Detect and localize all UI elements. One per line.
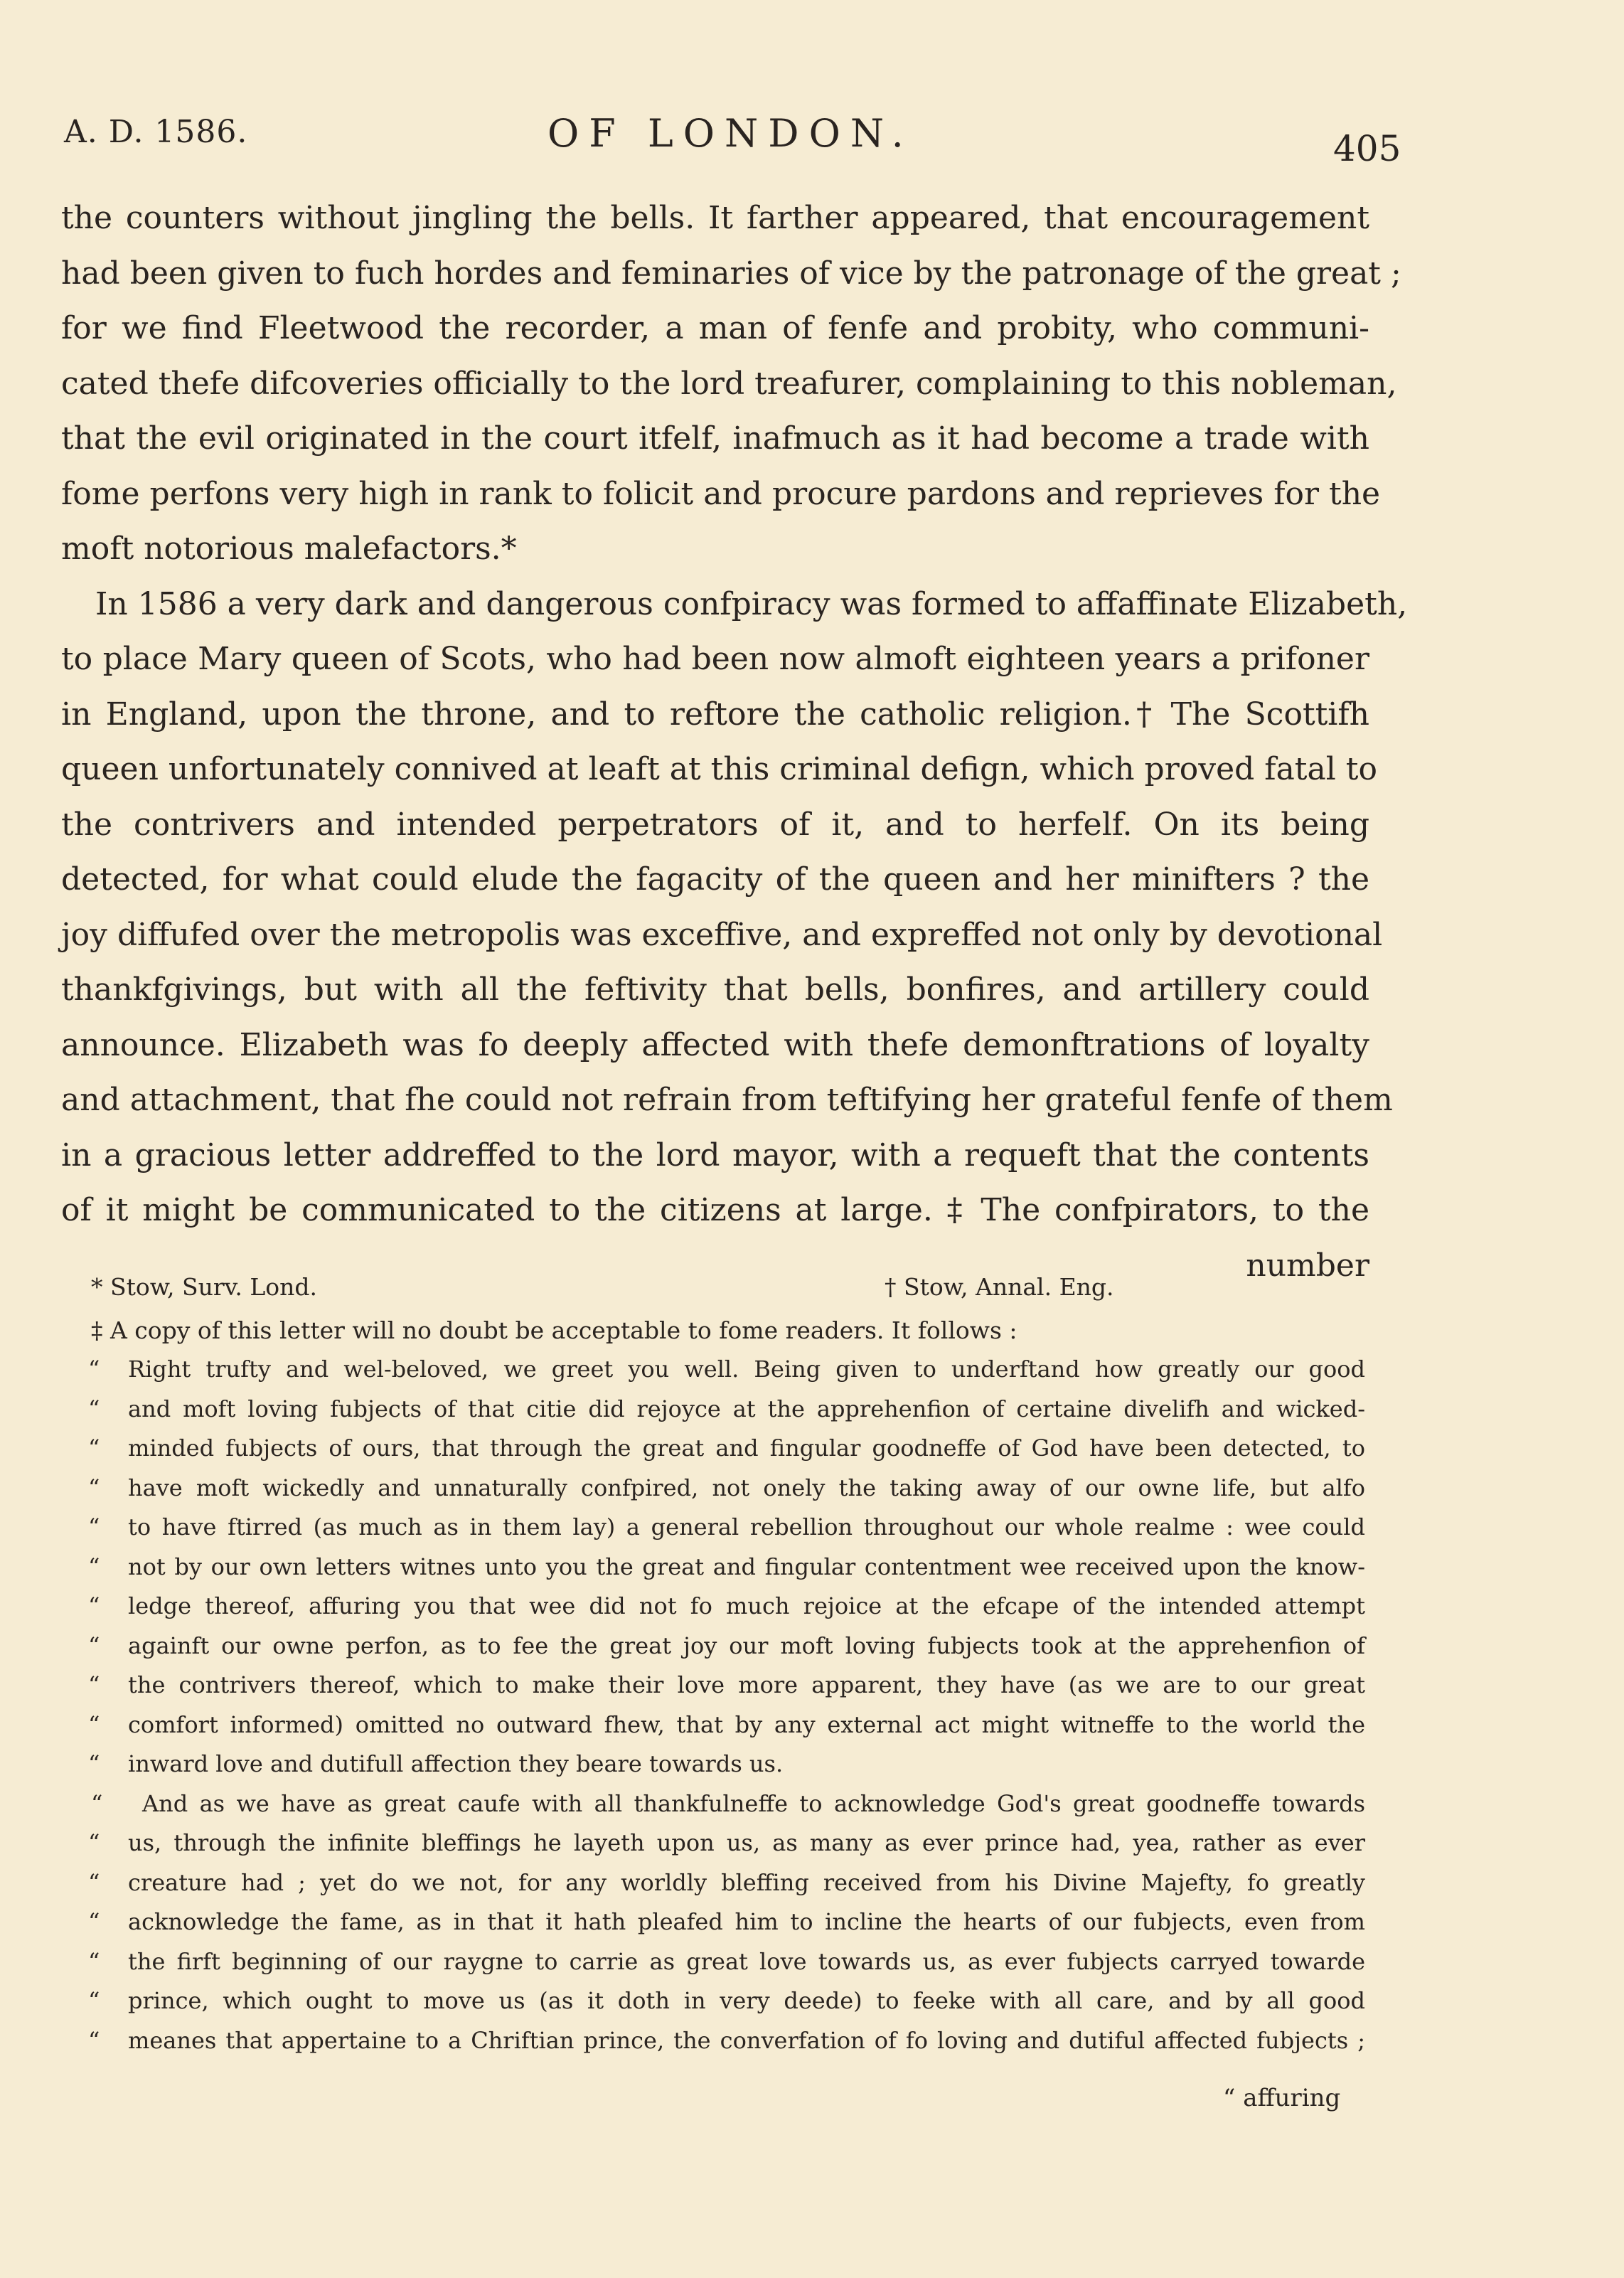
quote-line: “ the firft beginning of our raygne to carrie as great love towards us, as ever fubjects carryed towarde <box>88 1947 1365 1975</box>
quote-line: “ us, through the infinite bleffings he layeth upon us, as many as ever prince had, yea, rather as ever <box>88 1829 1365 1856</box>
quote-line: “ creature had ; yet do we not, for any worldly bleffing received from his Divine Majefty, fo greatly <box>88 1868 1365 1896</box>
text-line: joy diffufed over the metropolis was exceffive, and expreffed not only by devotional <box>61 916 1383 953</box>
catchword: number <box>1246 1247 1369 1284</box>
text-line: the contrivers and intended perpetrators of it, and to herfelf. On its being <box>61 806 1369 843</box>
footnote-ref: † Stow, Annal. Eng. <box>885 1273 1114 1301</box>
text-line: thankfgivings, but with all the feftivity that bells, bonfires, and artillery could <box>61 972 1369 1008</box>
quote-line: “ to have ftirred (as much as in them lay) a general rebellion throughout our whole realme : wee could <box>88 1513 1365 1540</box>
text-line: for we find Fleetwood the recorder, a man of fenfe and probity, who communi- <box>61 310 1369 346</box>
quote-line: “ comfort informed) omitted no outward fhew, that by any external act might witneffe to the world the <box>88 1710 1365 1738</box>
text-line: queen unfortunately connived at leaft at this criminal defign, which proved fatal to <box>61 751 1377 787</box>
footnote-catchword: “ affuring <box>1223 2084 1341 2112</box>
quote-line: “ meanes that appertaine to a Chriftian prince, the converfation of fo loving and dutiful affected fubjects ; <box>88 2026 1365 2054</box>
quote-line: “ the contrivers thereof, which to make their love more apparent, they have (as we are to our great <box>88 1671 1365 1698</box>
text-line: in a gracious letter addreffed to the lord mayor, with a requeft that the contents <box>61 1137 1369 1173</box>
text-line: had been given to fuch hordes and feminaries of vice by the patronage of the great ; <box>61 255 1401 292</box>
text-line: the counters without jingling the bells. It farther appeared, that encouragement <box>61 200 1369 236</box>
text-line: moft notorious malefactors.* <box>61 531 517 567</box>
text-line: detected, for what could elude the fagacity of the queen and her minifters ? the <box>61 861 1369 898</box>
quote-line: “ ledge thereof, affuring you that wee did not fo much rejoice at the efcape of the intended attempt <box>88 1592 1365 1619</box>
text-line: In 1586 a very dark and dangerous confpiracy was formed to affaffinate Elizabeth, <box>95 585 1408 622</box>
header-year: A. D. 1586. <box>64 114 248 150</box>
quote-line: “ againft our owne perfon, as to fee the great joy our moft loving fubjects took at the apprehenfion of <box>88 1632 1365 1659</box>
quote-line: “ not by our own letters witnes unto you the great and fingular contentment wee received upon the know- <box>88 1553 1365 1580</box>
quote-line: “ And as we have as great caufe with all thankfulneffe to acknowledge God's great goodneffe towards <box>91 1789 1365 1817</box>
footnotes <box>88 1273 1365 2060</box>
text-line: and attachment, that fhe could not refrain from teftifying her grateful fenfe of them <box>61 1082 1393 1118</box>
footnote-references <box>88 1273 1365 1311</box>
quote-line: “ minded fubjects of ours, that through the great and fingular goodneffe of God have been detected, to <box>88 1435 1365 1462</box>
quote-line: “ inward love and dutifull affection they beare towards us. <box>88 1750 784 1777</box>
text-line: that the evil originated in the court itfelf, inafmuch as it had become a trade with <box>61 420 1369 457</box>
quote-line: “ and moft loving fubjects of that citie did rejoyce at the apprehenfion of certaine divelifh and wicked- <box>88 1395 1365 1422</box>
quote-line: “ Right trufty and wel-beloved, we greet you well. Being given to underftand how greatly our good <box>88 1356 1365 1383</box>
text-line: cated thefe difcoveries officially to the lord treafurer, complaining to this nobleman, <box>61 365 1397 402</box>
main-text <box>61 191 1408 1293</box>
text-line: of it might be communicated to the citizens at large. ‡ The confpirators, to the <box>61 1192 1369 1228</box>
running-header <box>0 107 1624 169</box>
quote-line: “ prince, which ought to move us (as it doth in very deede) to feeke with all care, and by all good <box>88 1987 1365 2014</box>
text-line: fome perfons very high in rank to folicit and procure pardons and reprieves for the <box>61 475 1381 512</box>
text-line: to place Mary queen of Scots, who had been now almoft eighteen years a prifoner <box>61 641 1369 677</box>
footnote-intro: ‡ A copy of this letter will no doubt be acceptable to fome readers. It follows : <box>91 1316 1017 1344</box>
quote-line: “ acknowledge the fame, as in that it hath pleafed him to incline the hearts of our fubjects, even from <box>88 1908 1365 1935</box>
footnote-ref: * Stow, Surv. Lond. <box>91 1273 318 1301</box>
header-title: OF LONDON. <box>547 111 914 156</box>
page-number: 405 <box>1333 128 1401 169</box>
text-line: in England, upon the throne, and to reftore the catholic religion.† The Scottifh <box>61 696 1369 733</box>
quote-line: “ have moft wickedly and unnaturally confpired, not onely the taking away of our owne life, but alfo <box>88 1474 1365 1501</box>
text-line: announce. Elizabeth was fo deeply affected with thefe demonftrations of loyalty <box>61 1026 1369 1063</box>
